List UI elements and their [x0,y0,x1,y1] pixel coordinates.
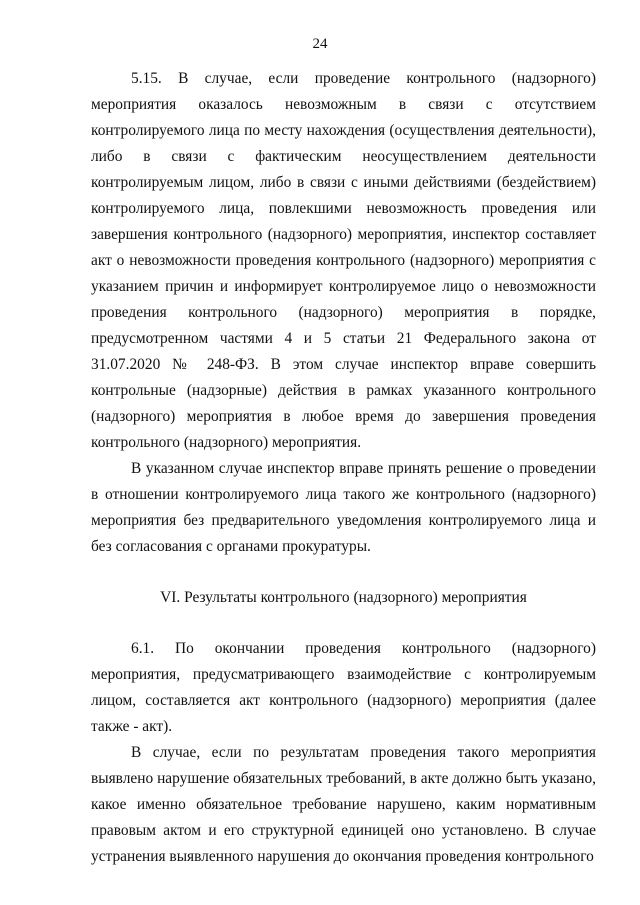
section-heading: VI. Результаты контрольного (надзорного) мероприятия [160,589,527,606]
paragraph-5-15: 5.15. В случае, если проведение контрольного (надзорного) мероприятия оказалось невозможным в связи с отсутствием контролируемого лица по месту нахождения (осуществления деятельности), либо в связи с фактическим неосуществлением деятельности контролируемым лицом, либо в связи с иными действиями (бездействием) контролируемого лица, повлекшими невозможность проведения или завершения контрольного (надзорного) мероприятия, инспектор составляет акт о невозможности проведения контрольного (надзорного) мероприятия с указанием причин и информирует контролируемое лицо о невозможности проведения контрольного (надзорного) мероприятия в порядке, предусмотренном частями 4 и 5 статьи 21 Федерального закона от 31.07.2020 № 248-ФЗ. В этом случае инспектор вправе совершить контрольные (надзорные) действия в рамках указанного контрольного (надзорного) мероприятия в любое время до завершения проведения контрольного (надзорного) мероприятия. [91,70,596,451]
paragraph-violation-details: В случае, если по результатам проведения такого мероприятия выявлено нарушение обязательных требований, в акте должно быть указано, какое именно обязательное требование нарушено, каким нормативным правовым актом и его структурной единицей оно установлено. В случае устранения выявленного нарушения до окончания проведения контрольного [91,744,596,865]
paragraph-6-1: 6.1. По окончании проведения контрольного (надзорного) мероприятия, предусматривающего взаимодействие с контролируемым лицом, составляется акт контрольного (надзорного) мероприятия (далее также - акт). [91,640,596,735]
paragraph-repeat-inspection: В указанном случае инспектор вправе принять решение о проведении в отношении контролируемого лица такого же контрольного (надзорного) мероприятия без предварительного уведомления контролируемого лица и без согласования с органами прокуратуры. [91,460,596,555]
document-body [91,66,596,870]
page-number: 24 [312,36,328,52]
